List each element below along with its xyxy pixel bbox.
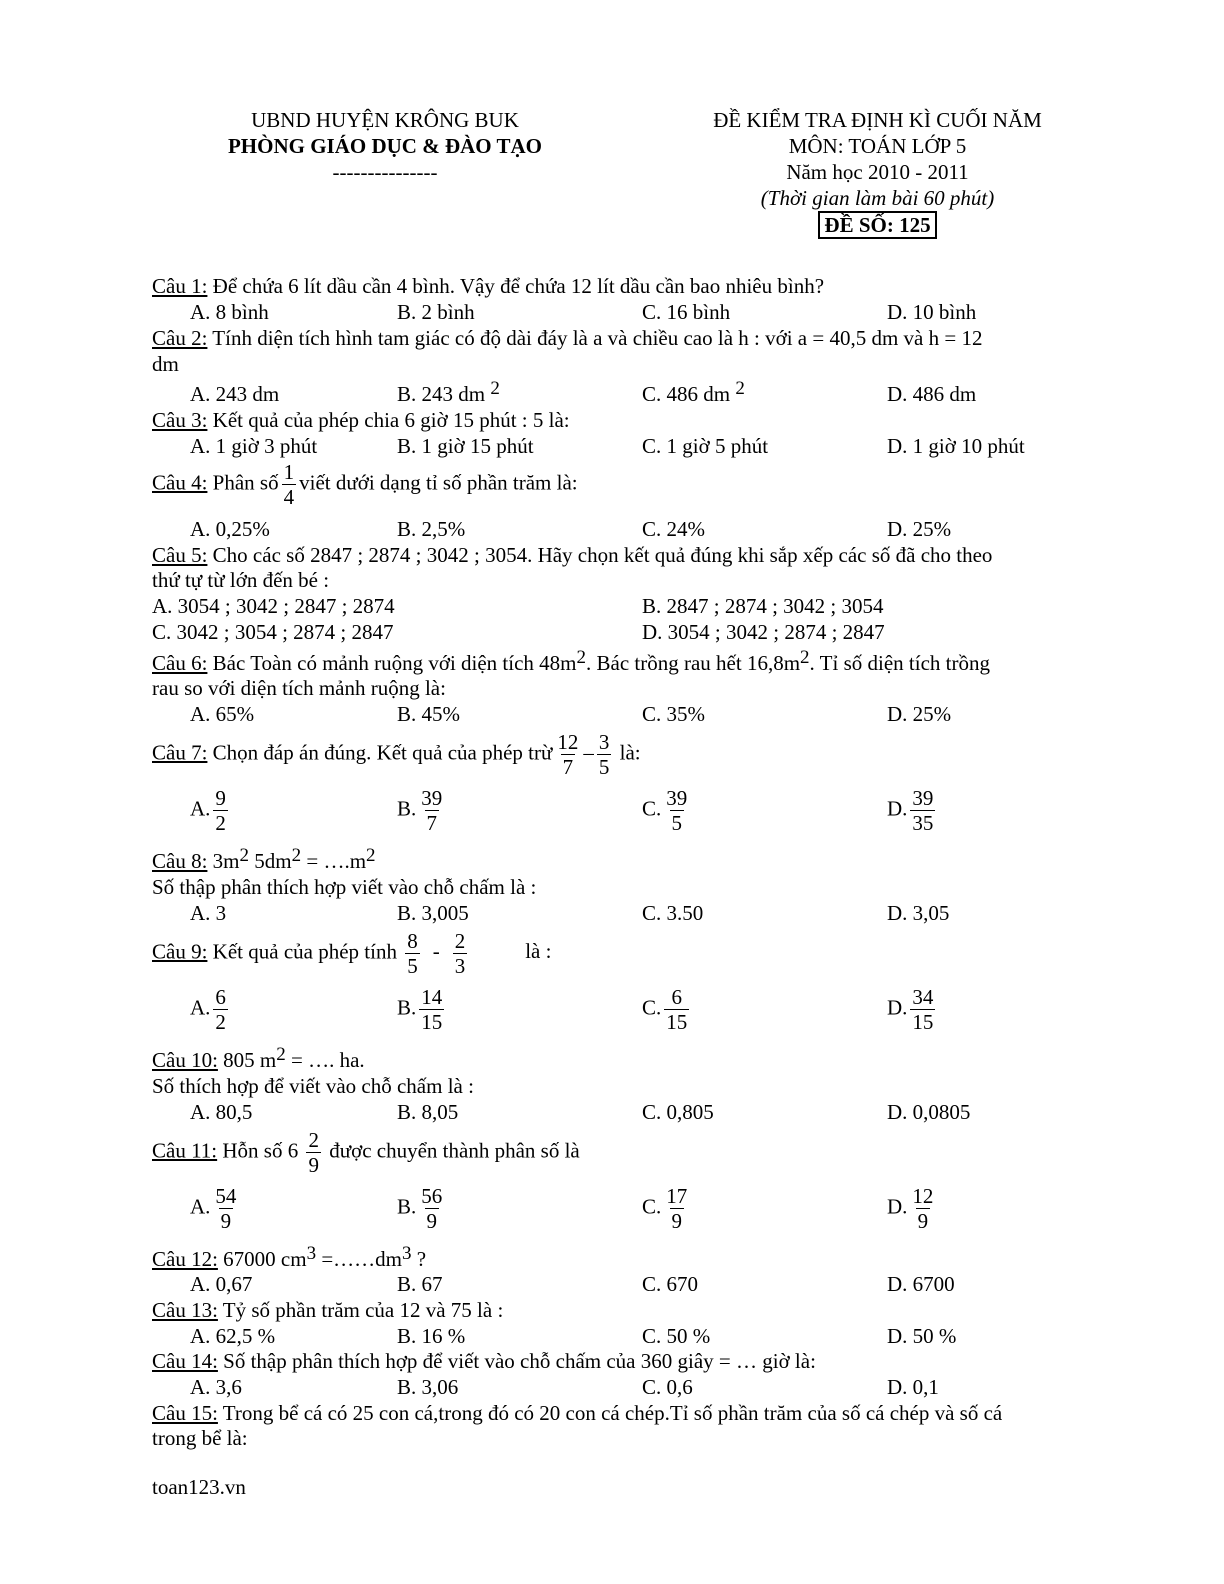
option-d: D. 25% — [887, 702, 952, 726]
option-c: C. 24% — [642, 517, 705, 541]
fraction: $\frac{2}{3}$ — [454, 929, 466, 978]
exam-code: ĐỀ SỐ: 125 — [818, 211, 936, 239]
district-name: UBND HUYỆN KRÔNG BUK — [251, 108, 519, 132]
option-a: A. 3 — [190, 901, 227, 925]
question-3 — [152, 407, 570, 433]
option-a: A. 80,5 — [190, 1100, 253, 1124]
question-6: Câu 6: Bác Toàn có mảnh ruộng với diện tích $48m^2$. Bác trồng rau hết $16,8m^2$. Tỉ số diện tích trồng — [152, 647, 990, 675]
option-d: D. 6700 — [887, 1272, 955, 1296]
option-c: C. $\frac{17}{9}$ — [642, 1184, 688, 1233]
option-d: D. 3054 ; 3042 ; 2874 ; 2847 — [642, 620, 885, 644]
question-label: Câu 12: — [152, 1247, 218, 1271]
option-d: D. $\frac{34}{15}$ — [887, 985, 934, 1034]
option-a: A. 0,67 — [190, 1272, 253, 1296]
fraction: $\frac{2}{9}$ — [308, 1128, 319, 1177]
question-text-cont: Số thích hợp để viết vào chỗ chấm là : — [152, 1074, 474, 1098]
option-a: A. 0,25% — [190, 517, 270, 541]
header-right — [650, 107, 1105, 238]
question-label: Câu 4: — [152, 470, 208, 495]
option-a: A. $\frac{9}{2}$ — [190, 786, 226, 835]
question-9: Câu 9: Kết quả của phép tính $\frac{8}{5}$ - $\frac{2}{3}$ là : — [152, 929, 552, 978]
option-a: A. 8 bình — [190, 300, 269, 324]
question-8: Câu 8: $3m^2$ $5dm^2$ = $\dots.m^2$ — [152, 845, 376, 873]
question-text-cont: trong bể là: — [152, 1426, 248, 1450]
question-text-cont: Số thập phân thích hợp viết vào chỗ chấm là : — [152, 875, 537, 899]
fraction: $\frac{1}{4}$ — [283, 460, 295, 509]
option-b: B. 45% — [397, 702, 460, 726]
option-d: D. 50 % — [887, 1324, 957, 1348]
option-b: B. 243 dm $^2$ — [397, 378, 500, 406]
option-c: C. 3.50 — [642, 901, 704, 925]
question-text: Số thập phân thích hợp để viết vào chỗ chấm của 360 giây = … giờ là: — [217, 1349, 816, 1373]
option-a: A. 3,6 — [190, 1375, 242, 1399]
option-d: D. 3,05 — [887, 901, 950, 925]
option-a: A. 1 giờ 3 phút — [190, 434, 318, 458]
question-text-cont: dm — [152, 352, 179, 376]
question-text: Tỷ số phần trăm của 12 và 75 là : — [217, 1298, 504, 1322]
option-b: B. 2 bình — [397, 300, 475, 324]
question-label: Câu 1: — [152, 274, 208, 298]
question-text: Để chứa 6 lít dầu cần 4 bình. Vậy để chứa 12 lít dầu cần bao nhiêu bình? — [207, 274, 825, 298]
fraction: $\frac{8}{5}$ — [407, 929, 418, 978]
option-d: D. 10 bình — [887, 300, 977, 324]
option-d: D. 0,0805 — [887, 1100, 971, 1124]
question-text-cont: thứ tự từ lớn đến bé : — [152, 568, 330, 592]
fraction: $\frac{3}{5}$ — [598, 730, 610, 779]
option-b: B. 3,005 — [397, 901, 469, 925]
option-b: B. 1 giờ 15 phút — [397, 434, 534, 458]
option-a: A. 243 dm — [190, 382, 280, 406]
question-label: Câu 10: — [152, 1048, 218, 1072]
header-left — [150, 107, 620, 185]
option-c: C. 16 bình — [642, 300, 731, 324]
option-b: B. 8,05 — [397, 1100, 459, 1124]
divider: --------------- — [332, 160, 438, 184]
footer-site: toan123.vn — [152, 1475, 246, 1499]
option-b: B. 16 % — [397, 1324, 466, 1348]
question-label: Câu 11: — [152, 1138, 218, 1163]
question-text: Tính diện tích hình tam giác có độ dài đáy là a và chiều cao là h : với a = 40,5 dm và h = 12 — [207, 326, 983, 350]
option-c: C. 0,6 — [642, 1375, 693, 1399]
question-1 — [152, 273, 824, 299]
option-b: B. 67 — [397, 1272, 443, 1296]
option-c: C. 670 — [642, 1272, 699, 1296]
option-a: A. 62,5 % — [190, 1324, 276, 1348]
exam-title: ĐỀ KIỂM TRA ĐỊNH KÌ CUỐI NĂM — [713, 108, 1042, 132]
question-label: Câu 2: — [152, 326, 208, 350]
question-text: Cho các số 2847 ; 2874 ; 3042 ; 3054. Hãy chọn kết quả đúng khi sắp xếp các số đã cho theo — [207, 543, 993, 567]
question-4: Câu 4: Phân số $\frac{1}{4}$ viết dưới dạng tỉ số phần trăm là: — [152, 460, 578, 509]
school-year: Năm học 2010 - 2011 — [786, 160, 969, 184]
question-2 — [152, 325, 982, 351]
option-c: C. 0,805 — [642, 1100, 714, 1124]
question-label: Câu 15: — [152, 1401, 218, 1425]
option-a: A. $\frac{54}{9}$ — [190, 1184, 237, 1233]
option-c: C. $\frac{6}{15}$ — [642, 985, 688, 1034]
option-b: B. $\frac{14}{15}$ — [397, 985, 443, 1034]
question-label: Câu 3: — [152, 408, 208, 432]
option-b: B. 2,5% — [397, 517, 466, 541]
question-text: Kết quả của phép chia 6 giờ 15 phút : 5 là: — [207, 408, 570, 432]
question-12: Câu 12: 67000 $cm^3$ $=\dots\dots dm^3$ ? — [152, 1243, 427, 1271]
question-label: Câu 8: — [152, 849, 208, 873]
option-c: C. 486 dm $^2$ — [642, 378, 745, 406]
question-13 — [152, 1297, 503, 1323]
option-b: B. $\frac{56}{9}$ — [397, 1184, 443, 1233]
option-a: A. $\frac{6}{2}$ — [190, 985, 226, 1034]
department-name: PHÒNG GIÁO DỤC & ĐÀO TẠO — [227, 134, 543, 158]
question-text: Trong bể cá có 25 con cá,trong đó có 20 con cá chép.Tỉ số phần trăm của số cá chép và số cá — [217, 1401, 1003, 1425]
question-label: Câu 13: — [152, 1298, 218, 1322]
option-c: C. 3042 ; 3054 ; 2874 ; 2847 — [152, 620, 394, 644]
question-label: Câu 6: — [152, 651, 208, 675]
option-b: B. 3,06 — [397, 1375, 459, 1399]
question-label: Câu 9: — [152, 939, 208, 964]
option-c: C. 50 % — [642, 1324, 711, 1348]
option-d: D. 0,1 — [887, 1375, 939, 1399]
question-15 — [152, 1400, 1002, 1426]
option-c: C. $\frac{39}{5}$ — [642, 786, 688, 835]
option-c: C. 35% — [642, 702, 705, 726]
question-label: Câu 5: — [152, 543, 208, 567]
option-b: B. 2847 ; 2874 ; 3042 ; 3054 — [642, 594, 884, 618]
question-11: Câu 11: Hỗn số 6 $\frac{2}{9}$ được chuyển thành phân số là — [152, 1128, 580, 1177]
time-limit: (Thời gian làm bài 60 phút) — [760, 186, 995, 210]
question-label: Câu 14: — [152, 1349, 218, 1373]
question-7: Câu 7: Chọn đáp án đúng. Kết quả của phép trừ $\frac{12}{7}$ – $\frac{3}{5}$ là: — [152, 730, 641, 779]
fraction: $\frac{12}{7}$ — [557, 730, 579, 779]
option-c: C. 1 giờ 5 phút — [642, 434, 769, 458]
question-10: Câu 10: 805 $m^2$ = …. ha. — [152, 1044, 365, 1072]
option-a: A. 65% — [190, 702, 255, 726]
option-b: B. $\frac{39}{7}$ — [397, 786, 443, 835]
option-d: D. 486 dm — [887, 382, 977, 406]
subject: MÔN: TOÁN LỚP 5 — [788, 134, 967, 158]
question-14 — [152, 1348, 816, 1374]
question-text-cont: rau so với diện tích mảnh ruộng là: — [152, 676, 446, 700]
option-d: D. 1 giờ 10 phút — [887, 434, 1025, 458]
option-a: A. 3054 ; 3042 ; 2847 ; 2874 — [152, 594, 395, 618]
option-d: D. $\frac{39}{35}$ — [887, 786, 934, 835]
option-d: D. $\frac{12}{9}$ — [887, 1184, 934, 1233]
option-d: D. 25% — [887, 517, 952, 541]
question-5 — [152, 542, 992, 568]
question-label: Câu 7: — [152, 740, 208, 765]
